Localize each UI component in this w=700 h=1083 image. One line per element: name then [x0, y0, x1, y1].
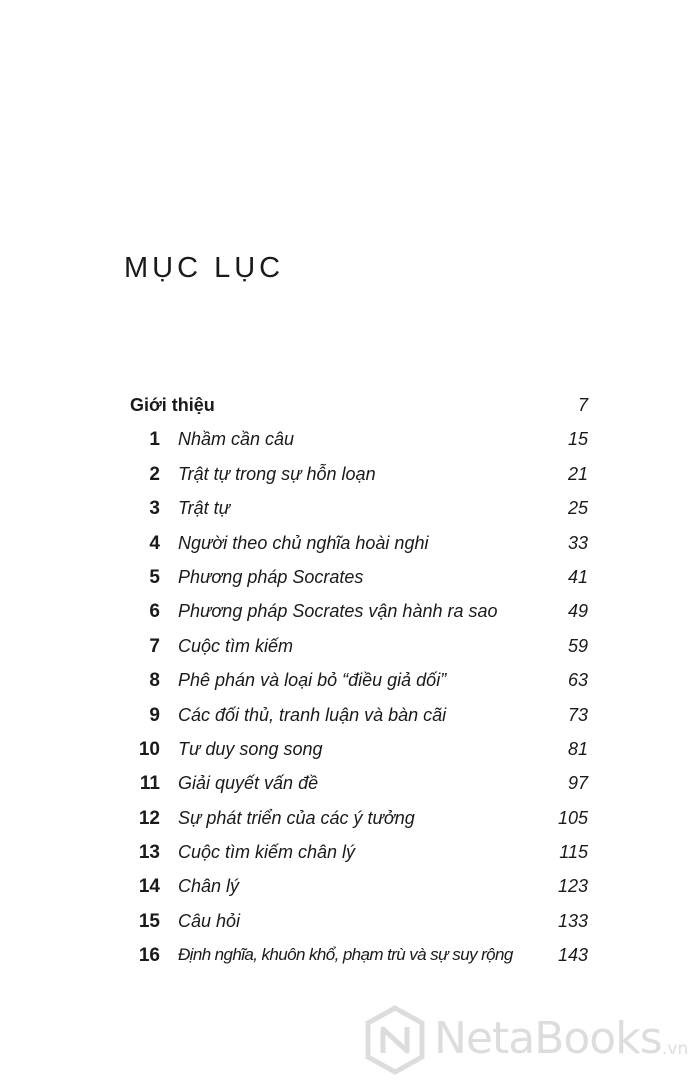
toc-chapter-row — [0, 939, 700, 973]
toc-chapter-row — [0, 802, 700, 836]
chapter-title: Định nghĩa, khuôn khổ, phạm trù và sự suy rộng — [178, 945, 513, 965]
toc-chapter-row — [0, 699, 700, 733]
toc-chapter-row — [0, 527, 700, 561]
toc-chapter-row — [0, 870, 700, 904]
chapter-number: 15 — [138, 910, 160, 932]
chapter-title: Các đối thủ, tranh luận và bàn cãi — [178, 704, 447, 725]
intro-page-number: 7 — [577, 395, 588, 415]
chapter-page-number: 115 — [559, 842, 588, 863]
intro-label: Giới thiệu — [130, 395, 215, 415]
chapter-number: 5 — [149, 566, 160, 588]
table-of-contents — [0, 389, 700, 974]
chapter-page-number: 123 — [557, 876, 588, 897]
chapter-number: 8 — [149, 670, 160, 692]
watermark-suffix: .vn — [662, 1039, 689, 1059]
chapter-title: Phương pháp Socrates vận hành ra sao — [178, 601, 498, 622]
chapter-number: 3 — [149, 498, 160, 520]
chapter-title: Sự phát triển của các ý tưởng — [178, 807, 415, 828]
chapter-page-number: 33 — [567, 532, 588, 553]
chapter-page-number: 63 — [567, 670, 588, 691]
toc-chapter-row — [0, 733, 700, 767]
chapter-number: 6 — [149, 601, 160, 623]
toc-chapter-row — [0, 905, 700, 939]
chapter-number: 16 — [138, 945, 160, 967]
chapter-number: 4 — [149, 532, 160, 554]
chapter-page-number: 41 — [567, 566, 588, 587]
toc-chapter-row — [0, 595, 700, 629]
toc-chapter-row — [0, 767, 700, 801]
chapter-title: Câu hỏi — [178, 910, 241, 931]
chapter-title: Tư duy song song — [178, 738, 323, 759]
chapter-title: Giải quyết vấn đề — [178, 773, 319, 794]
chapter-number: 2 — [149, 463, 160, 485]
chapter-page-number: 133 — [557, 910, 588, 931]
chapter-page-number: 15 — [567, 429, 588, 450]
chapter-page-number: 21 — [567, 463, 588, 484]
toc-chapter-row — [0, 458, 700, 492]
toc-chapter-row — [0, 836, 700, 870]
chapter-number: 9 — [149, 704, 160, 726]
chapter-page-number: 49 — [567, 601, 588, 622]
chapter-number: 1 — [149, 429, 160, 451]
watermark — [364, 1005, 694, 1075]
chapter-title: Nhầm cần câu — [178, 429, 295, 450]
chapter-title: Cuộc tìm kiếm chân lý — [178, 842, 356, 863]
toc-chapter-row — [0, 423, 700, 457]
toc-chapter-row — [0, 561, 700, 595]
watermark-brand: NetaBooks — [434, 1013, 662, 1064]
chapter-page-number: 97 — [567, 773, 588, 794]
toc-chapter-row — [0, 630, 700, 664]
chapter-page-number: 81 — [567, 738, 588, 759]
chapter-page-number: 73 — [567, 704, 588, 725]
toc-chapter-row — [0, 664, 700, 698]
chapter-number: 7 — [149, 635, 160, 657]
chapter-title: Chân lý — [178, 876, 240, 897]
chapter-title: Phê phán và loại bỏ “điều giả dối” — [178, 670, 447, 691]
chapter-title: Trật tự trong sự hỗn loạn — [178, 463, 376, 484]
chapter-page-number: 25 — [567, 498, 588, 519]
chapter-page-number: 105 — [557, 807, 588, 828]
chapter-title: Cuộc tìm kiếm — [178, 635, 294, 656]
chapter-title: Trật tự — [178, 498, 231, 519]
toc-chapter-row — [0, 492, 700, 526]
chapter-number: 10 — [138, 738, 160, 760]
chapter-title: Phương pháp Socrates — [178, 566, 364, 587]
chapter-number: 12 — [138, 807, 160, 829]
chapter-page-number: 143 — [557, 945, 588, 966]
chapter-number: 14 — [138, 876, 160, 898]
chapter-number: 11 — [139, 773, 160, 795]
toc-intro-row — [0, 389, 700, 423]
chapter-page-number: 59 — [567, 635, 588, 656]
netabooks-logo-icon — [364, 1005, 426, 1075]
chapter-title: Người theo chủ nghĩa hoài nghi — [178, 532, 429, 553]
chapter-number: 13 — [138, 842, 160, 864]
page-title: MỤC LỤC — [124, 252, 285, 284]
